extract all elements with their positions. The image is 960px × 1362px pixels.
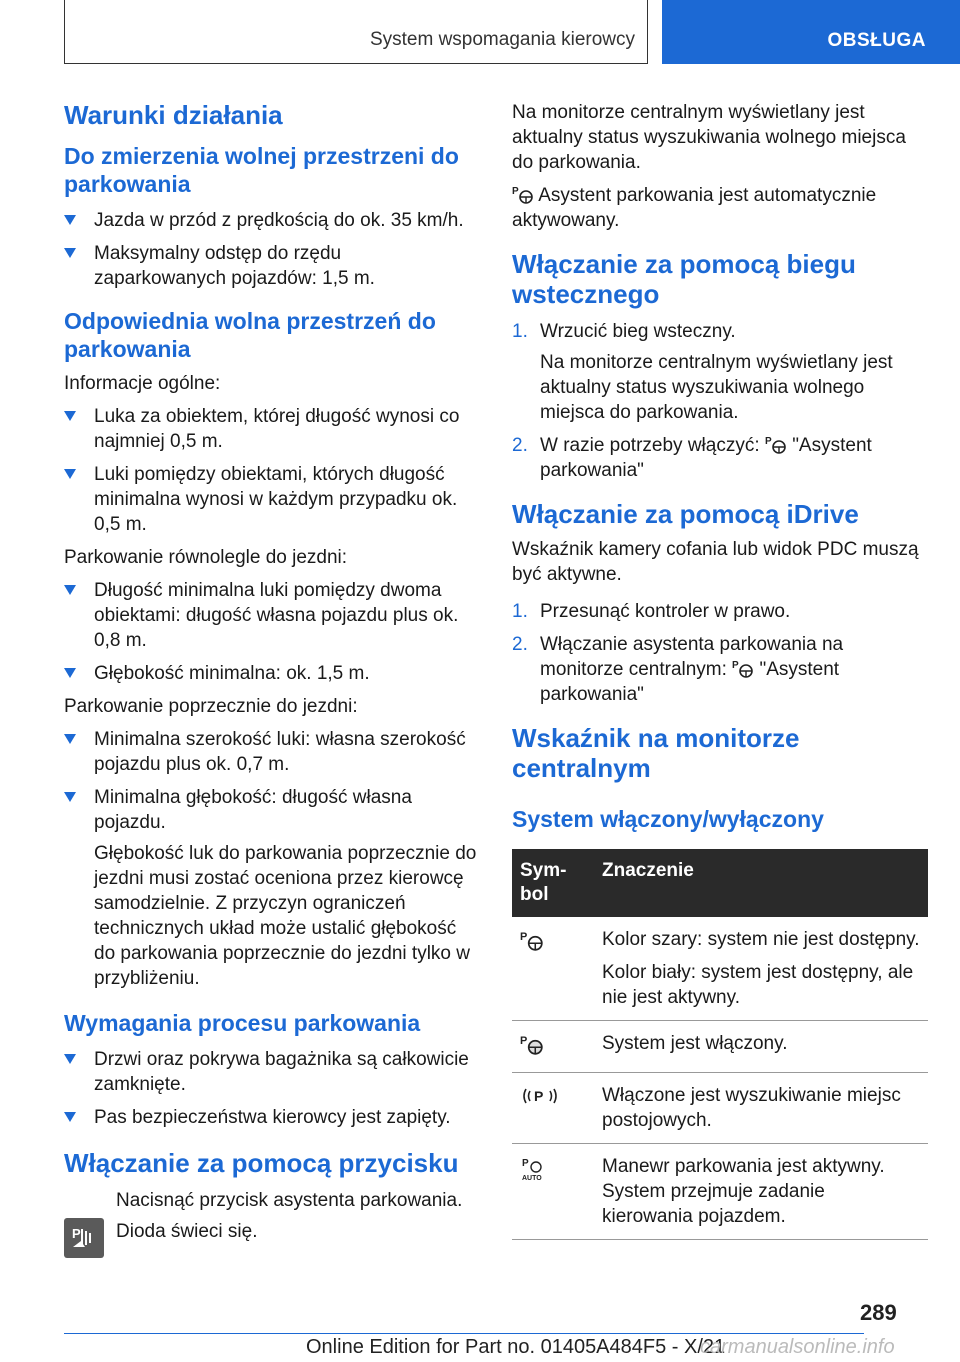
- list-item: [64, 1105, 478, 1130]
- list-item-text: Luka za obiektem, której długość wynosi co najmniej 0,5 m.: [94, 406, 460, 452]
- footer-edition: Online Edition for Part no. 01405A484F5 - X/21: [306, 1336, 726, 1358]
- general-label: Informacje ogólne:: [64, 373, 221, 394]
- general-list: [64, 404, 478, 537]
- step-text: W razie potrzeby włączyć:: [540, 435, 760, 456]
- step-number: 2.: [512, 435, 528, 456]
- parking-assist-icon: [512, 184, 534, 204]
- parking-assist-active-icon: [520, 1033, 544, 1055]
- symbol-cell: [512, 1144, 594, 1240]
- symbol-cell: [512, 917, 594, 1021]
- triangle-bullet-icon: [64, 1112, 76, 1122]
- col-meaning: Znaczenie: [594, 849, 928, 917]
- heading-requirements: Wymagania procesu parkowania: [64, 1010, 421, 1036]
- idrive-text: Wskaźnik kamery cofania lub widok PDC muszą być aktywne.: [512, 539, 919, 585]
- list-item: [64, 578, 478, 653]
- parallel-label: Parkowanie równolegle do jezdni:: [64, 547, 348, 568]
- list-item: [512, 433, 928, 483]
- perp-list: [64, 727, 478, 991]
- idrive-steps: [512, 599, 928, 707]
- parking-assist-icon: [765, 434, 787, 454]
- meaning-cell: [594, 1021, 928, 1073]
- step-number: 2.: [512, 634, 528, 655]
- watermark: carmanualsonline.info: [700, 1336, 895, 1358]
- table-header: [512, 849, 928, 917]
- svg-text:P: P: [72, 1226, 81, 1241]
- list-item-text: Pas bezpieczeństwa kierowcy jest zapięty.: [94, 1107, 451, 1128]
- list-item: [512, 632, 928, 707]
- triangle-bullet-icon: [64, 734, 76, 744]
- reverse-steps: [512, 319, 928, 483]
- meaning-text: Włączone jest wyszukiwanie miejsc postojowych.: [602, 1085, 901, 1131]
- meaning-cell: [594, 917, 928, 1021]
- list-item-text: Długość minimalna luki pomiędzy dwoma obiektami: długość własna pojazdu plus ok. 0,8 m.: [94, 580, 459, 651]
- step-number: 1.: [512, 601, 528, 622]
- list-item: [64, 404, 478, 454]
- header-tab: [662, 0, 960, 64]
- button-step-1: Nacisnąć przycisk asystenta parkowania.: [116, 1190, 463, 1211]
- list-item: [64, 727, 478, 777]
- table-row: [512, 917, 928, 1021]
- list-item-text: Jazda w przód z prędkością do ok. 35 km/h.: [94, 210, 464, 231]
- list-item: [64, 462, 478, 537]
- triangle-bullet-icon: [64, 469, 76, 479]
- symbol-cell: [512, 1021, 594, 1073]
- list-item: [64, 661, 478, 686]
- heading-button: Włączanie za pomocą przycisku: [64, 1148, 459, 1178]
- svg-text:P: P: [512, 186, 519, 197]
- step-sub: Na monitorze centralnym wyświetlany jest aktualny status wyszukiwania wolnego miejsca do parkowania.: [540, 352, 893, 423]
- svg-text:P: P: [520, 931, 528, 943]
- list-item: [512, 319, 928, 425]
- heading-indicator: Wskaźnik na monitorze centralnym: [512, 723, 800, 783]
- header-section-label: System wspomagania kierowcy: [369, 29, 635, 50]
- heading-status: System włączony/wyłączony: [512, 806, 824, 832]
- list-item: [64, 241, 478, 291]
- parking-assist-icon: [520, 929, 544, 951]
- list-item: [512, 599, 928, 624]
- svg-text:P: P: [522, 1158, 529, 1169]
- step-text: Przesunąć kontroler w prawo.: [540, 601, 791, 622]
- triangle-bullet-icon: [64, 1054, 76, 1064]
- heading-reverse: Włączanie za pomocą biegu wstecznego: [512, 249, 856, 309]
- heading-idrive: Włączanie za pomocą iDrive: [512, 499, 859, 529]
- triangle-bullet-icon: [64, 411, 76, 421]
- list-item-text: Minimalna szerokość luki: własna szerokość pojazdu plus ok. 0,7 m.: [94, 729, 466, 775]
- triangle-bullet-icon: [64, 215, 76, 225]
- right-column: [512, 100, 928, 1240]
- parking-search-icon: [520, 1085, 560, 1107]
- meaning-text: Kolor szary: system nie jest dostępny.: [602, 929, 920, 950]
- meaning-cell: [594, 1073, 928, 1144]
- auto-label: AUTO: [522, 1175, 542, 1182]
- parking-assist-icon: [732, 658, 754, 678]
- step-text: Włączanie asystenta parkowania na monitorze centralnym:: [540, 634, 844, 680]
- heading-space: Odpowiednia wolna przestrzeń do parkowania: [64, 308, 436, 362]
- list-item-text: Głębokość minimalna: ok. 1,5 m.: [94, 663, 370, 684]
- table-row: [512, 1144, 928, 1240]
- list-item: [64, 208, 478, 233]
- list-item-text: Drzwi oraz pokrywa bagażnika są całkowicie zamknięte.: [94, 1049, 469, 1095]
- list-item-text: Maksymalny odstęp do rzędu zaparkowanych pojazdów: 1,5 m.: [94, 243, 375, 289]
- svg-text:P: P: [764, 436, 772, 447]
- svg-text:P: P: [520, 1035, 528, 1047]
- triangle-bullet-icon: [64, 585, 76, 595]
- symbol-cell: [512, 1073, 594, 1144]
- perp-note: Głębokość luk do parkowania poprzecznie do jezdni musi zostać oceniona przez kierowcę samodzielnie. Z przyczyn ograniczeń technicznych układ może ustalić głębokość do parkowania poprzecznie do jezdni tylko w przybliżeniu.: [94, 843, 477, 989]
- auto-activate-text: [512, 183, 928, 233]
- triangle-bullet-icon: [64, 668, 76, 678]
- meaning-cell: [594, 1144, 928, 1240]
- meaning-text: System jest włączony.: [602, 1033, 788, 1054]
- meaning-text: Manewr parkowania jest aktywny. System przejmuje zadanie kierowania pojazdem.: [602, 1156, 885, 1227]
- triangle-bullet-icon: [64, 248, 76, 258]
- left-column: [64, 100, 478, 1244]
- footer-divider: [64, 1333, 864, 1334]
- svg-text:P: P: [732, 660, 739, 671]
- symbol-table: [512, 849, 928, 1240]
- heading-conditions: Warunki działania: [64, 100, 283, 130]
- meaning-text: Kolor biały: system jest dostępny, ale nie jest aktywny.: [602, 962, 914, 1008]
- header-tab-label: OBSŁUGA: [827, 30, 926, 51]
- step-number: 1.: [512, 321, 528, 342]
- table-row: [512, 1073, 928, 1144]
- requirements-list: [64, 1047, 478, 1130]
- list-item: [64, 1047, 478, 1097]
- list-item-text: Luki pomiędzy obiektami, których długość minimalna wynosi w każdym przypadku ok. 0,5 m.: [94, 464, 458, 535]
- auto-text: Asystent parkowania jest automatycznie aktywowany.: [512, 185, 877, 231]
- triangle-bullet-icon: [64, 792, 76, 802]
- page-number: 289: [860, 1300, 897, 1325]
- parking-button-icon: [64, 1218, 104, 1258]
- header-section: [64, 0, 648, 64]
- perp-label: Parkowanie poprzecznie do jezdni:: [64, 696, 358, 717]
- svg-text:P: P: [534, 1088, 544, 1104]
- step-text-post: "Asystent parkowania": [540, 659, 840, 705]
- list-item-text: Minimalna głębokość: długość własna pojazdu.: [94, 787, 412, 833]
- step-text-post: "Asystent parkowania": [540, 435, 872, 481]
- list-item: [64, 785, 478, 991]
- table-row: [512, 1021, 928, 1073]
- col-symbol: Sym-bol: [512, 849, 594, 917]
- parking-auto-icon: [520, 1156, 550, 1182]
- button-steps: [64, 1188, 478, 1244]
- heading-measure: Do zmierzenia wolnej przestrzeni do parkowania: [64, 143, 459, 197]
- measure-list: [64, 208, 478, 291]
- parallel-list: [64, 578, 478, 686]
- monitor-text: Na monitorze centralnym wyświetlany jest aktualny status wyszukiwania wolnego miejsca do parkowania.: [512, 102, 906, 173]
- button-step-2: Dioda świeci się.: [116, 1221, 258, 1242]
- step-text: Wrzucić bieg wsteczny.: [540, 321, 736, 342]
